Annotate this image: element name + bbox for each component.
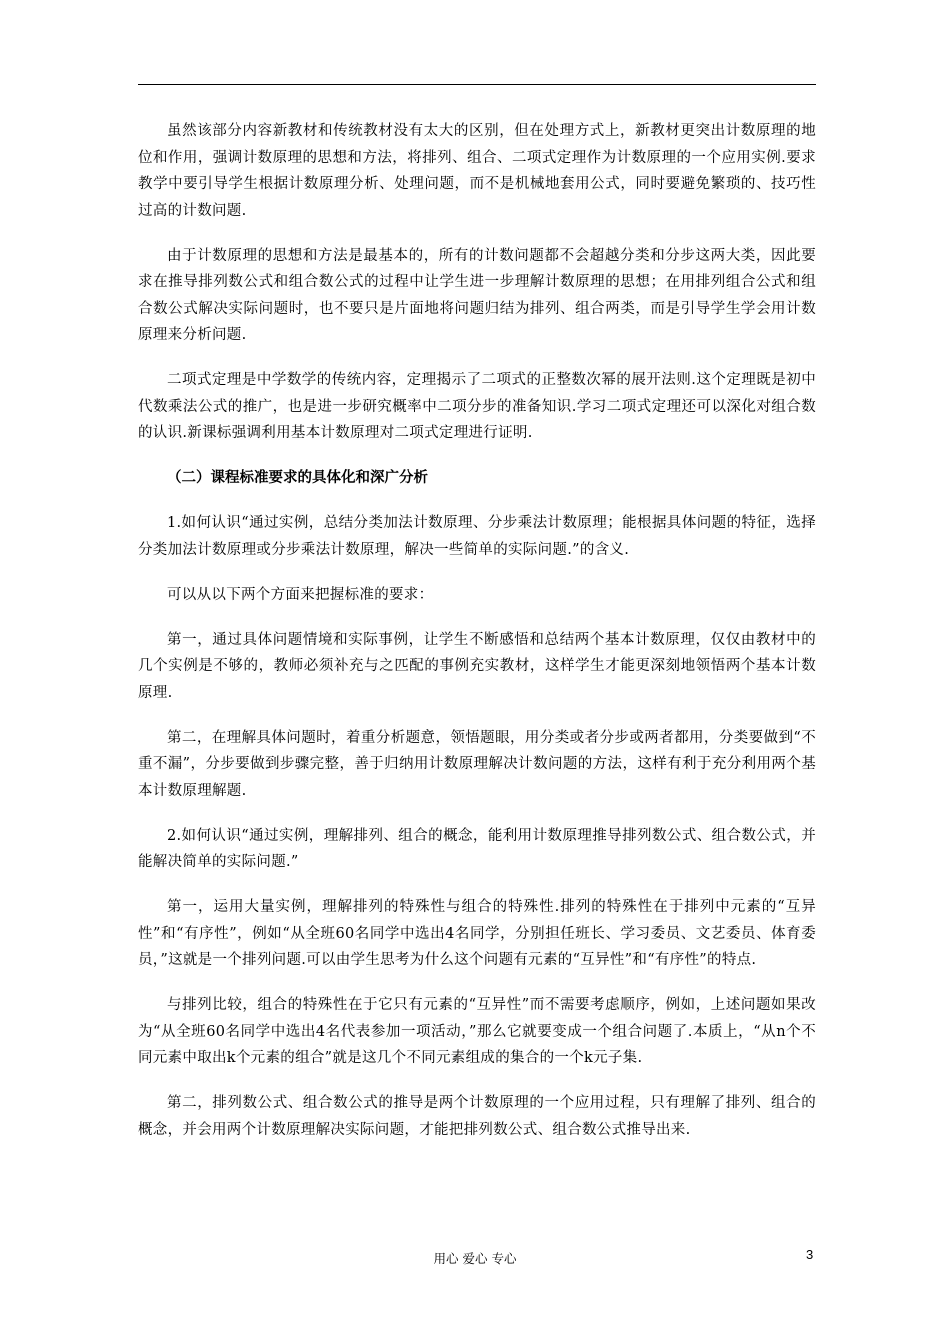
document-body (138, 118, 816, 1162)
footer-text: 用心 爱心 专心 (433, 1251, 517, 1266)
paragraph: 由于计数原理的思想和方法是最基本的，所有的计数问题都不会超越分类和分步这两大类，因此要求在推导排列数公式和组合数公式的过程中让学生进一步理解计数原理的思想；在用排列组合公式和组合数公式解决实际问题时，也不要只是片面地将问题归结为排列、组合两类，而是引导学生学会用计数原理来分析问题. (138, 247, 816, 343)
page-number: 3 (806, 1247, 814, 1262)
section-heading: （二）课程标准要求的具体化和深广分析 (167, 470, 428, 486)
paragraph: 第一，通过具体问题情境和实际事例，让学生不断感悟和总结两个基本计数原理，仅仅由教材中的几个实例是不够的，教师必须补充与之匹配的事例充实教材，这样学生才能更深刻地领悟两个基本计数原理. (138, 631, 816, 701)
paragraph: 可以从以下两个方面来把握标准的要求： (167, 586, 434, 603)
paragraph: 虽然该部分内容新教材和传统教材没有太大的区别，但在处理方式上，新教材更突出计数原理的地位和作用，强调计数原理的思想和方法，将排列、组合、二项式定理作为计数原理的一个应用实例.要求教学中要引导学生根据计数原理分析、处理问题，而不是机械地套用公式，同时要避免繁琐的、技巧性过高的计数问题. (138, 123, 816, 219)
paragraph: 2.如何认识“通过实例，理解排列、组合的概念，能利用计数原理推导排列数公式、组合数公式，并能解决简单的实际问题.” (138, 827, 816, 870)
paragraph: 第一，运用大量实例，理解排列的特殊性与组合的特殊性.排列的特殊性在于排列中元素的“互异性”和“有序性”，例如“从全班60名同学中选出4名同学，分别担任班长、学习委员、文艺委员、体育委员，”这就是一个排列问题.可以由学生思考为什么这个问题有元素的“互异性”和“有序性”的特点. (138, 899, 816, 968)
paragraph: 第二，在理解具体问题时，着重分析题意，领悟题眼，用分类或者分步或两者都用，分类要做到“不重不漏”，分步要做到步骤完整，善于归纳用计数原理解决计数问题的方法，这样有利于充分利用两个基本计数原理解题. (138, 729, 816, 799)
header-rule (138, 84, 816, 85)
paragraph: 1.如何认识“通过实例，总结分类加法计数原理、分步乘法计数原理；能根据具体问题的特征，选择分类加法计数原理或分步乘法计数原理，解决一些简单的实际问题.”的含义. (138, 515, 816, 558)
paragraph: 与排列比较，组合的特殊性在于它只有元素的“互异性”而不需要考虑顺序，例如，上述问题如果改为“从全班60名同学中选出4名代表参加一项活动，”那么它就要变成一个组合问题了.本质上，“从n个不同元素中取出k个元素的组合”就是这几个不同元素组成的集合的一个k元子集. (138, 997, 816, 1066)
paragraph: 第二，排列数公式、组合数公式的推导是两个计数原理的一个应用过程，只有理解了排列、组合的概念，并会用两个计数原理解决实际问题，才能把排列数公式、组合数公式推导出来. (138, 1095, 816, 1138)
paragraph: 二项式定理是中学数学的传统内容，定理揭示了二项式的正整数次幂的展开法则.这个定理既是初中代数乘法公式的推广，也是进一步研究概率中二项分步的准备知识.学习二项式定理还可以深化对组合数的认识.新课标强调利用基本计数原理对二项式定理进行证明. (138, 372, 816, 441)
